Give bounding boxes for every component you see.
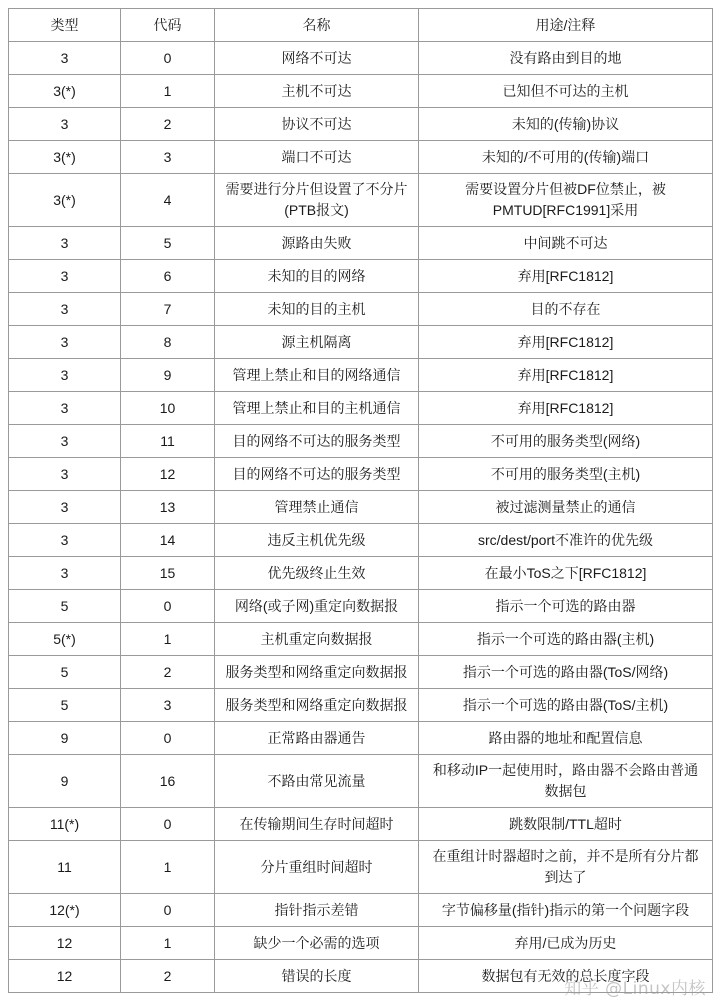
cell-name: 分片重组时间超时 [215, 841, 419, 894]
cell-code: 6 [121, 260, 215, 293]
cell-name: 主机不可达 [215, 75, 419, 108]
cell-name: 管理禁止通信 [215, 491, 419, 524]
cell-code: 9 [121, 359, 215, 392]
cell-usage: 未知的(传输)协议 [419, 108, 713, 141]
cell-type: 3(*) [9, 141, 121, 174]
cell-type: 5 [9, 689, 121, 722]
cell-usage: src/dest/port不准许的优先级 [419, 524, 713, 557]
cell-code: 2 [121, 960, 215, 993]
cell-name: 目的网络不可达的服务类型 [215, 425, 419, 458]
cell-code: 16 [121, 755, 215, 808]
cell-type: 3 [9, 359, 121, 392]
cell-name: 服务类型和网络重定向数据报 [215, 656, 419, 689]
cell-type: 3 [9, 227, 121, 260]
cell-name: 在传输期间生存时间超时 [215, 808, 419, 841]
cell-name: 优先级终止生效 [215, 557, 419, 590]
table-row [9, 108, 713, 141]
cell-type: 11 [9, 841, 121, 894]
cell-name: 需要进行分片但设置了不分片(PTB报文) [215, 174, 419, 227]
table-row [9, 623, 713, 656]
cell-name: 不路由常见流量 [215, 755, 419, 808]
cell-name: 管理上禁止和目的网络通信 [215, 359, 419, 392]
cell-type: 12 [9, 960, 121, 993]
cell-type: 3 [9, 491, 121, 524]
cell-name: 指针指示差错 [215, 894, 419, 927]
cell-usage: 弃用[RFC1812] [419, 260, 713, 293]
table-header-row [9, 9, 713, 42]
cell-usage: 已知但不可达的主机 [419, 75, 713, 108]
table-row [9, 841, 713, 894]
cell-name: 未知的目的网络 [215, 260, 419, 293]
cell-code: 8 [121, 326, 215, 359]
table-row [9, 326, 713, 359]
cell-type: 3 [9, 425, 121, 458]
cell-code: 15 [121, 557, 215, 590]
cell-usage: 没有路由到目的地 [419, 42, 713, 75]
cell-code: 11 [121, 425, 215, 458]
cell-type: 5 [9, 656, 121, 689]
table-row [9, 392, 713, 425]
cell-code: 0 [121, 808, 215, 841]
cell-name: 管理上禁止和目的主机通信 [215, 392, 419, 425]
cell-name: 端口不可达 [215, 141, 419, 174]
cell-name: 未知的目的主机 [215, 293, 419, 326]
cell-usage: 未知的/不可用的(传输)端口 [419, 141, 713, 174]
header-name: 名称 [215, 9, 419, 42]
cell-type: 3 [9, 42, 121, 75]
cell-name: 错误的长度 [215, 960, 419, 993]
table-row [9, 75, 713, 108]
table-row [9, 689, 713, 722]
cell-usage: 和移动IP一起使用时，路由器不会路由普通数据包 [419, 755, 713, 808]
cell-usage: 在最小ToS之下[RFC1812] [419, 557, 713, 590]
cell-name: 正常路由器通告 [215, 722, 419, 755]
cell-code: 5 [121, 227, 215, 260]
cell-usage: 指示一个可选的路由器(ToS/主机) [419, 689, 713, 722]
cell-type: 5(*) [9, 623, 121, 656]
cell-type: 3 [9, 326, 121, 359]
cell-code: 2 [121, 656, 215, 689]
table-row [9, 141, 713, 174]
cell-name: 缺少一个必需的选项 [215, 927, 419, 960]
table-row [9, 590, 713, 623]
cell-usage: 被过滤测量禁止的通信 [419, 491, 713, 524]
table-row [9, 557, 713, 590]
cell-usage: 中间跳不可达 [419, 227, 713, 260]
cell-usage: 在重组计时器超时之前，并不是所有分片都到达了 [419, 841, 713, 894]
cell-usage: 跳数限制/TTL超时 [419, 808, 713, 841]
table-row [9, 425, 713, 458]
cell-type: 3 [9, 392, 121, 425]
table-row [9, 42, 713, 75]
icmp-code-table [8, 8, 713, 993]
cell-name: 目的网络不可达的服务类型 [215, 458, 419, 491]
cell-usage: 弃用[RFC1812] [419, 326, 713, 359]
header-code: 代码 [121, 9, 215, 42]
table-row [9, 894, 713, 927]
table-row [9, 722, 713, 755]
table-row [9, 359, 713, 392]
cell-type: 3 [9, 260, 121, 293]
cell-type: 3 [9, 524, 121, 557]
cell-type: 12(*) [9, 894, 121, 927]
cell-code: 13 [121, 491, 215, 524]
cell-code: 4 [121, 174, 215, 227]
cell-name: 网络不可达 [215, 42, 419, 75]
cell-usage: 指示一个可选的路由器(主机) [419, 623, 713, 656]
cell-code: 0 [121, 722, 215, 755]
cell-code: 3 [121, 689, 215, 722]
cell-usage: 指示一个可选的路由器 [419, 590, 713, 623]
header-type: 类型 [9, 9, 121, 42]
cell-usage: 弃用[RFC1812] [419, 359, 713, 392]
table-body [9, 42, 713, 993]
table-row [9, 260, 713, 293]
cell-code: 1 [121, 75, 215, 108]
cell-type: 9 [9, 722, 121, 755]
cell-usage: 目的不存在 [419, 293, 713, 326]
cell-code: 14 [121, 524, 215, 557]
cell-usage: 数据包有无效的总长度字段 [419, 960, 713, 993]
cell-code: 1 [121, 623, 215, 656]
header-usage: 用途/注释 [419, 9, 713, 42]
cell-code: 7 [121, 293, 215, 326]
table-row [9, 174, 713, 227]
cell-type: 3(*) [9, 174, 121, 227]
cell-type: 9 [9, 755, 121, 808]
cell-type: 5 [9, 590, 121, 623]
cell-name: 服务类型和网络重定向数据报 [215, 689, 419, 722]
table-row [9, 656, 713, 689]
cell-usage: 需要设置分片但被DF位禁止，被PMTUD[RFC1991]采用 [419, 174, 713, 227]
cell-usage: 指示一个可选的路由器(ToS/网络) [419, 656, 713, 689]
cell-code: 0 [121, 590, 215, 623]
cell-code: 10 [121, 392, 215, 425]
cell-name: 源主机隔离 [215, 326, 419, 359]
cell-usage: 路由器的地址和配置信息 [419, 722, 713, 755]
table-row [9, 293, 713, 326]
cell-type: 11(*) [9, 808, 121, 841]
cell-code: 2 [121, 108, 215, 141]
cell-code: 1 [121, 841, 215, 894]
cell-type: 3 [9, 108, 121, 141]
table-row [9, 458, 713, 491]
table-row [9, 491, 713, 524]
cell-code: 0 [121, 42, 215, 75]
cell-type: 3 [9, 458, 121, 491]
watermark: 知乎 @Linux内核 [564, 979, 706, 999]
cell-name: 网络(或子网)重定向数据报 [215, 590, 419, 623]
table-row [9, 524, 713, 557]
cell-name: 协议不可达 [215, 108, 419, 141]
cell-usage: 弃用[RFC1812] [419, 392, 713, 425]
cell-name: 主机重定向数据报 [215, 623, 419, 656]
table-row [9, 227, 713, 260]
cell-usage: 不可用的服务类型(主机) [419, 458, 713, 491]
cell-usage: 字节偏移量(指针)指示的第一个问题字段 [419, 894, 713, 927]
cell-name: 源路由失败 [215, 227, 419, 260]
cell-code: 0 [121, 894, 215, 927]
cell-usage: 不可用的服务类型(网络) [419, 425, 713, 458]
cell-type: 3 [9, 557, 121, 590]
table-row [9, 808, 713, 841]
cell-type: 12 [9, 927, 121, 960]
cell-code: 1 [121, 927, 215, 960]
cell-code: 3 [121, 141, 215, 174]
cell-usage: 弃用/已成为历史 [419, 927, 713, 960]
cell-code: 12 [121, 458, 215, 491]
table-row [9, 927, 713, 960]
cell-type: 3 [9, 293, 121, 326]
cell-type: 3(*) [9, 75, 121, 108]
table-row [9, 755, 713, 808]
cell-name: 违反主机优先级 [215, 524, 419, 557]
